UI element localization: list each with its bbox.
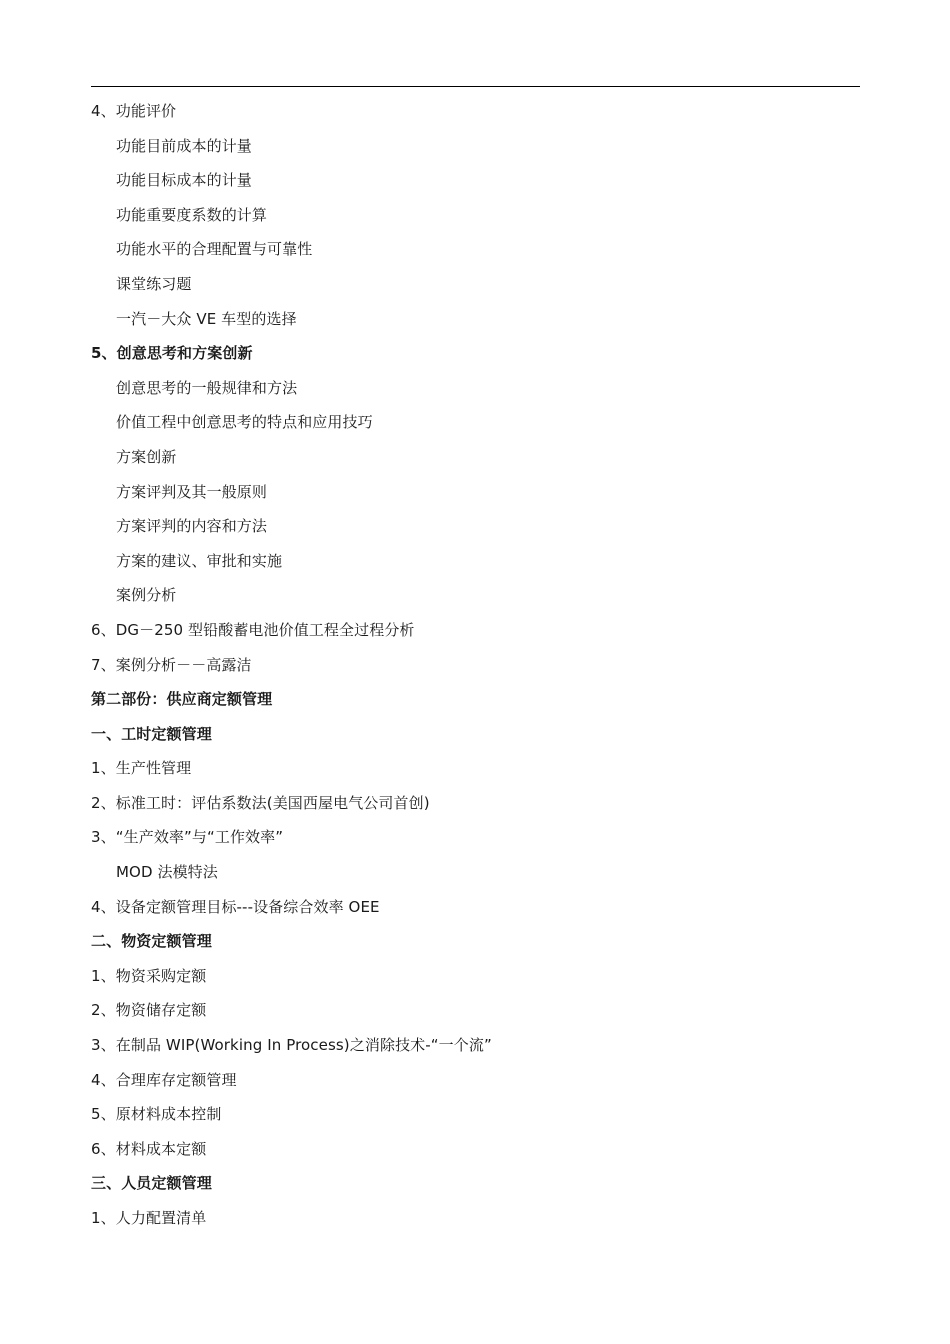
list-item: 2、标准工时：评估系数法(美国西屋电气公司首创) <box>91 793 430 812</box>
document-body <box>91 98 860 1240</box>
part-heading: 第二部份：供应商定额管理 <box>91 690 273 709</box>
list-item: 4、设备定额管理目标---设备综合效率 OEE <box>91 897 380 916</box>
list-item: 7、案例分析－－高露洁 <box>91 655 252 674</box>
list-item: 4、功能评价 <box>91 102 177 120</box>
list-item: 课堂练习题 <box>116 274 192 293</box>
list-item: 1、人力配置清单 <box>91 1209 207 1227</box>
list-item: 2、物资储存定额 <box>91 1001 207 1020</box>
list-item: 创意思考的一般规律和方法 <box>116 378 298 397</box>
list-item: 4、合理库存定额管理 <box>91 1070 237 1089</box>
list-item: 案例分析 <box>116 586 177 605</box>
header-rule <box>91 86 860 87</box>
list-item: 功能目前成本的计量 <box>116 136 252 155</box>
list-item: 方案创新 <box>116 447 177 466</box>
list-item: 6、材料成本定额 <box>91 1139 207 1158</box>
list-item: MOD 法模特法 <box>116 863 218 882</box>
section-heading: 5、创意思考和方案创新 <box>91 344 253 363</box>
list-item: 1、生产性管理 <box>91 759 192 778</box>
list-item: 功能水平的合理配置与可靠性 <box>116 240 313 259</box>
list-item: 3、在制品 WIP(Working In Process)之消除技术-“一个流” <box>91 1036 492 1055</box>
list-item: 方案的建议、审批和实施 <box>116 551 283 570</box>
list-item: 5、原材料成本控制 <box>91 1105 222 1124</box>
section-heading: 三、人员定额管理 <box>91 1174 212 1193</box>
list-item: 方案评判的内容和方法 <box>116 517 268 536</box>
list-item: 功能目标成本的计量 <box>116 171 252 190</box>
list-item: 方案评判及其一般原则 <box>116 482 268 501</box>
section-heading: 二、物资定额管理 <box>91 932 212 951</box>
list-item: 3、“生产效率”与“工作效率” <box>91 828 284 847</box>
list-item: 一汽－大众 VE 车型的选择 <box>116 309 297 328</box>
list-item: 功能重要度系数的计算 <box>116 205 268 224</box>
section-heading: 一、工时定额管理 <box>91 724 212 743</box>
list-item: 1、物资采购定额 <box>91 966 207 985</box>
list-item: 价值工程中创意思考的特点和应用技巧 <box>116 413 373 432</box>
list-item: 6、DG－250 型铅酸蓄电池价值工程全过程分析 <box>91 620 415 639</box>
